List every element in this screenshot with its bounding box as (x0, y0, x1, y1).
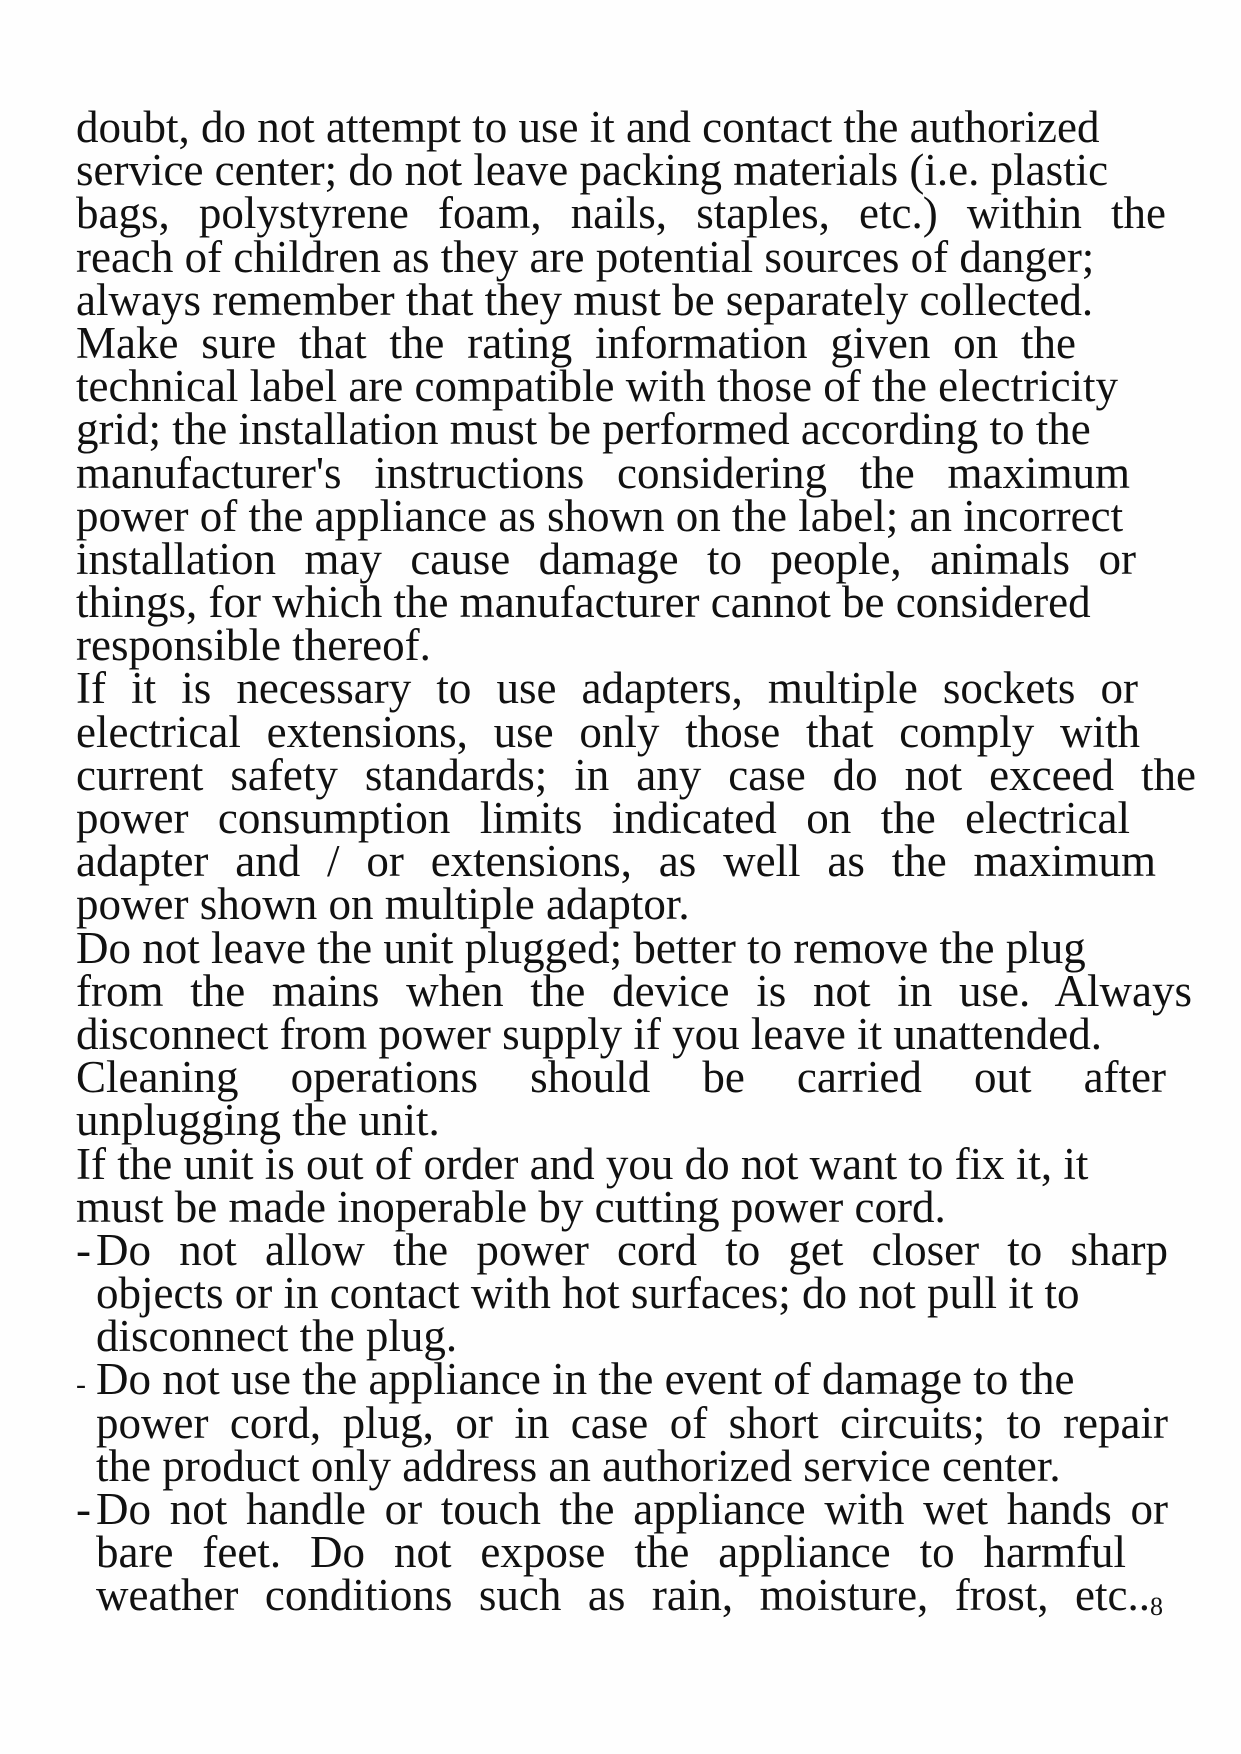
page-number: 8 (1150, 1592, 1163, 1621)
text-line: power shown on multiple adaptor. (76, 879, 690, 930)
text-line: objects or in contact with hot surfaces; do not pull it to (96, 1268, 1080, 1319)
text-line: Cleaning operations should be carried out after (76, 1052, 1166, 1103)
text-line: power cord, plug, or in case of short circuits; to repair (96, 1397, 1168, 1448)
text-line: bags, polystyrene foam, nails, staples, etc.) within the (76, 188, 1166, 239)
text-line: weather conditions such as rain, moisture, frost, etc.. (96, 1570, 1150, 1621)
text-line: must be made inoperable by cutting power cord. (76, 1181, 946, 1232)
text-line: current safety standards; in any case do not exceed the (76, 749, 1196, 800)
body-text (76, 102, 1196, 1621)
text-line: disconnect the plug. (96, 1311, 458, 1362)
text-line: disconnect from power supply if you leave it unattended. (76, 1008, 1102, 1059)
text-line: power consumption limits indicated on the electrical (76, 793, 1130, 843)
list-item-text: Do not handle or touch the appliance with wet hands or (96, 1484, 1168, 1534)
text-line: If it is necessary to use adapters, multiple sockets or (76, 663, 1138, 714)
text-line: reach of children as they are potential sources of danger; (76, 231, 1095, 282)
list-item (76, 1354, 1166, 1405)
text-line: bare feet. Do not expose the appliance to harmful (96, 1527, 1126, 1578)
text-line: grid; the installation must be performed according to the (76, 404, 1091, 455)
bullet-marker: - (76, 1224, 91, 1275)
text-line: installation may cause damage to people, animals or (76, 533, 1136, 584)
bullet-marker: - (76, 1368, 86, 1402)
text-line: the product only address an authorized service center. (96, 1440, 1061, 1491)
text-line: unplugging the unit. (76, 1095, 440, 1146)
text-line: adapter and / or extensions, as well as the maximum (76, 836, 1156, 887)
text-line: manufacturer's instructions considering the maximum (76, 447, 1130, 498)
text-line: technical label are compatible with those of the electricity (76, 361, 1119, 412)
text-line: service center; do not leave packing materials (i.e. plastic (76, 145, 1109, 196)
text-line: always remember that they must be separately collected. (76, 274, 1094, 325)
text-line: from the mains when the device is not in use. Always (76, 965, 1192, 1016)
bullet-marker: - (76, 1484, 91, 1534)
text-line: doubt, do not attempt to use it and contact the authorized (76, 102, 1100, 152)
text-line: Make sure that the rating information given on the (76, 317, 1076, 368)
list-item-text: Do not use the appliance in the event of damage to the (96, 1354, 1075, 1405)
text-line: responsible thereof. (76, 620, 431, 671)
list-item (76, 1484, 1168, 1534)
text-line: Do not leave the unit plugged; better to remove the plug (76, 922, 1086, 973)
list-item-text: Do not allow the power cord to get closer to sharp (96, 1224, 1168, 1275)
list-item (76, 1224, 1168, 1275)
text-line: power of the appliance as shown on the label; an incorrect (76, 490, 1124, 541)
text-line: electrical extensions, use only those that comply with (76, 706, 1140, 757)
text-line: things, for which the manufacturer cannot be considered (76, 577, 1091, 628)
text-line: If the unit is out of order and you do not want to fix it, it (76, 1138, 1089, 1189)
